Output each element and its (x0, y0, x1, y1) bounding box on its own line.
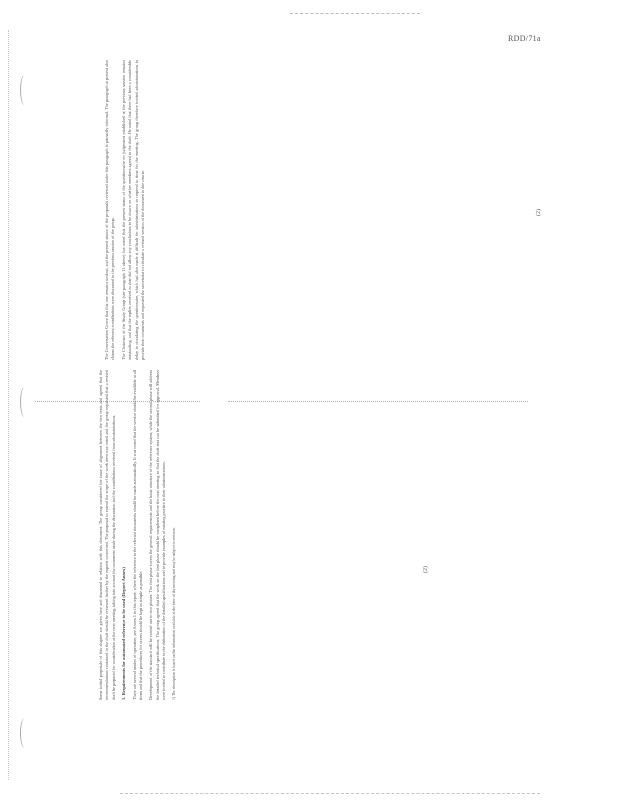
upper-paragraph-2: The Chairman of the Study Group (see paragraph 11 above) has noted that the present status of the questionnaire on judgement established at the previous session remains outstanding, and that the replies received to date did not allow any conclusions to be drawn on whether members agreed to the draft. He noted that there had been a considerable delay in circulating the questionnaire, which had also made it difficult for administrations to respond in time for the meeting. The group therefore invited administrations to provide their comments and requested the secretariat to circulate a revised version of the document in due course. (120, 60, 146, 360)
footnote: 1) The description is based on the information available at the time of the meeting and may be subject to revision. (171, 527, 176, 700)
middle-separator-right (228, 401, 528, 402)
binding-mark (20, 75, 29, 105)
lower-page-text (98, 370, 177, 700)
section-heading: 1. Requirements for automated reference to be used (Report Annex) (121, 567, 127, 700)
top-separator (290, 13, 420, 14)
binding-mark (20, 387, 29, 417)
binding-mark (20, 718, 29, 748)
bottom-separator (120, 793, 540, 794)
document-code: RDD/71a (508, 34, 541, 43)
lower-paragraph-1: Some initial proposals of this chapter are given here and discussed in relation with this document. The group considered the issue of alignment between the two texts and agreed that the recommendations contained in the draft should be reviewed further by the experts concerned. The proposal to extend the scope of the work item was noted and the group requested that a revised draft be prepared for consideration at the next meeting, taking into account the comments made during the discussion and the contributions received from administrations. (98, 370, 116, 700)
lower-page-number: (2) (423, 566, 429, 573)
upper-page-number: (2) (536, 209, 542, 216)
section-paragraph-2: Development of the standard will be carried out in two phases. The first phase covers the general requirements and the basic structure of the reference system, while the second phase will address the detailed technical specifications. The group agreed that the work on the first phase should be completed before the next meeting so that the draft text can be submitted for approval. Members were invited to contribute to the elaboration of the detailed specifications and to provide examples of existing practice in their administrations. (148, 370, 167, 700)
upper-paragraph-1: The Conversation Grove that this one remains unclear, and the present stance of the proposals reviewed under this paragraph is primarily informal. The paragraph at present also claims the relevant contributions were discussed in the previous session of the group. (104, 60, 116, 360)
section-paragraph-1: There are several modes of operation, see Annex 1 to this report, where the reference to the relevant documents should be made automatically. It was noted that the service should be available at all times and that the procedures for access should be kept as simple as possible. (131, 370, 144, 700)
upper-page-text (104, 60, 150, 360)
left-margin-dots (8, 30, 9, 780)
